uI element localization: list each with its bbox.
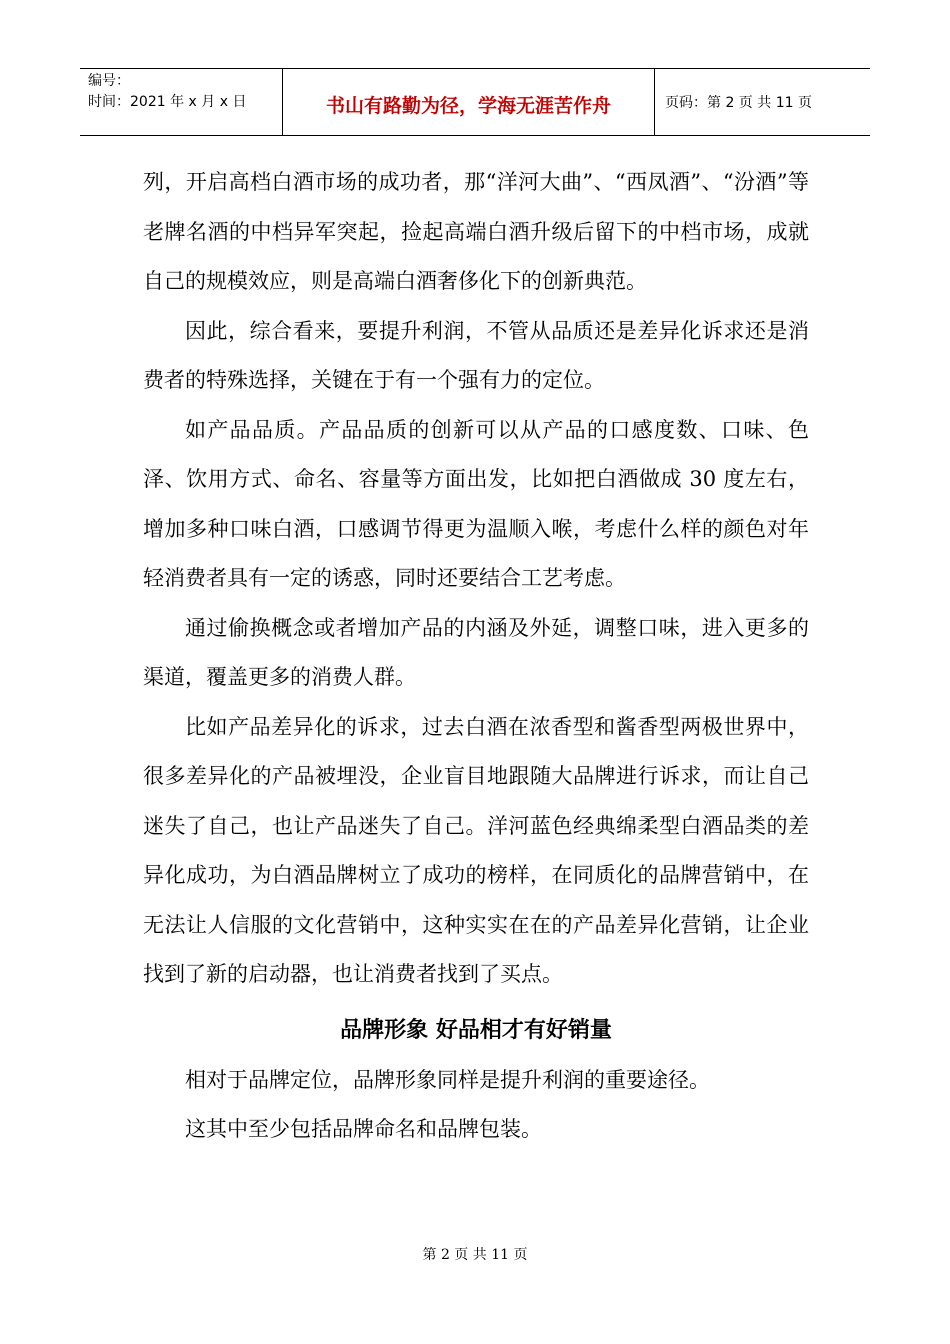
paragraph: 列，开启高档白酒市场的成功者，那“洋河大曲”、“西凤酒”、“汾酒”等老牌名酒的中档异军突起，捡起高端白酒升级后留下的中档市场，成就自己的规模效应，则是高端白酒奢侈化下的创新典范。 xyxy=(143,170,809,293)
page-footer: 第 2 页 共 11 页 xyxy=(422,1247,528,1263)
document-date: 时间：2021 年 x 月 x 日 xyxy=(88,94,247,110)
header-page-info: 页码：第 2 页 共 11 页 xyxy=(665,95,812,111)
paragraph: 如产品品质。产品品质的创新可以从产品的口感度数、口味、色泽、饮用方式、命名、容量等方面出发，比如把白酒做成 30 度左右，增加多种口味白酒，口感调节得更为温顺入喉，考虑什么样的颜色对年轻消费者具有一定的诱惑，同时还要结合工艺考虑。 xyxy=(143,417,809,590)
document-body xyxy=(143,158,809,1155)
paragraph: 因此，综合看来，要提升利润，不管从品质还是差异化诉求还是消费者的特殊选择，关键在于有一个强有力的定位。 xyxy=(143,318,809,392)
paragraph: 通过偷换概念或者增加产品的内涵及外延，调整口味，进入更多的渠道，覆盖更多的消费人群。 xyxy=(143,615,809,689)
paragraph: 比如产品差异化的诉求，过去白酒在浓香型和酱香型两极世界中，很多差异化的产品被埋没，企业盲目地跟随大品牌进行诉求，而让自己迷失了自己，也让产品迷失了自己。洋河蓝色经典绵柔型白酒品类的差异化成功，为白酒品牌树立了成功的榜样，在同质化的品牌营销中，在无法让人信服的文化营销中，这种实实在在的产品差异化营销，让企业找到了新的启动器，也让消费者找到了买点。 xyxy=(143,714,809,986)
section-heading: 品牌形象 好品相才有好销量 xyxy=(340,1016,612,1043)
page-header xyxy=(80,68,870,136)
header-meta xyxy=(80,69,282,135)
paragraph: 这其中至少包括品牌命名和品牌包装。 xyxy=(185,1117,542,1141)
paragraph: 相对于品牌定位，品牌形象同样是提升利润的重要途径。 xyxy=(185,1067,710,1092)
document-number: 编号： xyxy=(88,73,130,89)
header-motto: 书山有路勤为径，学海无涯苦作舟 xyxy=(282,69,655,135)
